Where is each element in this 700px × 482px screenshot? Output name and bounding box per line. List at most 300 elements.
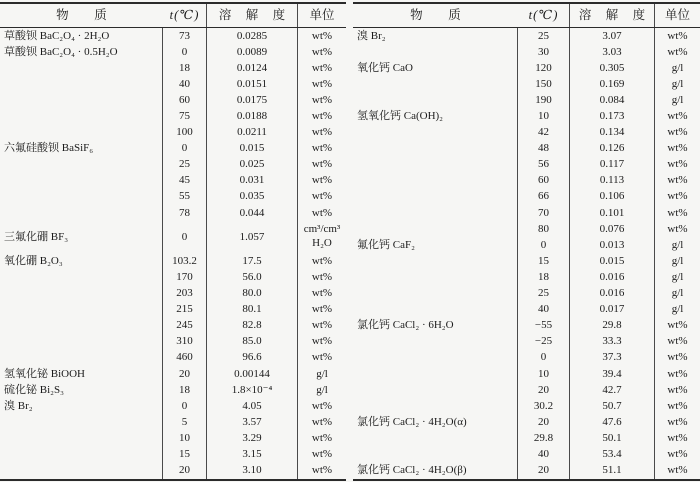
table-row xyxy=(353,205,700,221)
substance-cell xyxy=(353,125,518,141)
temperature-cell: 30.2 xyxy=(518,398,570,414)
substance-cell: 氧化钙 CaO xyxy=(353,60,518,76)
solubility-cell: 0.126 xyxy=(570,141,655,157)
unit-cell xyxy=(655,253,700,269)
temperature-cell: 40 xyxy=(163,76,207,92)
solubility-cell: 0.015 xyxy=(207,141,298,157)
solubility-cell: 42.7 xyxy=(570,382,655,398)
unit-text: wt% xyxy=(311,110,333,123)
unit-text: wt% xyxy=(667,351,688,364)
solubility-cell: 0.0188 xyxy=(207,108,298,124)
table-row xyxy=(353,125,700,141)
substance-cell: 氯化钙 CaCl₂ · 6H₂O xyxy=(353,318,518,334)
temperature-cell: 20 xyxy=(163,463,207,479)
unit-cell xyxy=(655,446,700,462)
unit-text: wt% xyxy=(667,190,688,203)
unit-text: wt% xyxy=(311,351,333,364)
unit-cell xyxy=(655,382,700,398)
temperature-cell: 78 xyxy=(163,205,207,221)
table-row xyxy=(0,430,346,446)
unit-text: wt% xyxy=(667,29,688,42)
table-row xyxy=(0,157,346,173)
table-row xyxy=(353,302,700,318)
table-row xyxy=(353,269,700,285)
table-row xyxy=(353,253,700,269)
temperature-cell: 0 xyxy=(163,44,207,60)
solubility-cell: 37.3 xyxy=(570,350,655,366)
substance-column-header: 物 质 xyxy=(56,8,119,23)
unit-text: wt% xyxy=(667,383,688,396)
temperature-cell: 29.8 xyxy=(518,430,570,446)
unit-cell xyxy=(655,414,700,430)
unit-cell xyxy=(298,125,346,141)
unit-cell xyxy=(298,414,346,430)
temperature-cell: 40 xyxy=(518,446,570,462)
solubility-cell: 0.044 xyxy=(207,205,298,221)
temperature-cell: 45 xyxy=(163,173,207,189)
unit-text: H₂O xyxy=(312,237,332,250)
table-row xyxy=(353,157,700,173)
substance-cell: 氯化钙 CaCl₂ · 4H₂O(α) xyxy=(353,414,518,430)
unit-column-header: 单位 xyxy=(309,8,335,23)
solubility-cell: 0.117 xyxy=(570,157,655,173)
unit-cell xyxy=(298,253,346,269)
unit-text: wt% xyxy=(311,319,333,332)
substance-cell xyxy=(0,302,163,318)
table-row xyxy=(353,60,700,76)
unit-cell xyxy=(298,28,346,44)
temperature-column-header: t(℃) xyxy=(163,4,207,27)
unit-cell xyxy=(298,302,346,318)
table-row xyxy=(0,253,346,269)
substance-cell xyxy=(353,286,518,302)
unit-text: g/l xyxy=(671,77,684,90)
unit-cell xyxy=(298,286,346,302)
unit-column-header: 单位 xyxy=(664,8,690,23)
unit-cell xyxy=(298,382,346,398)
table-row xyxy=(353,173,700,189)
temperature-cell: 25 xyxy=(163,157,207,173)
solubility-table-left xyxy=(0,2,346,481)
table-row xyxy=(353,334,700,350)
solubility-cell: 0.015 xyxy=(570,253,655,269)
table-row xyxy=(0,398,346,414)
substance-cell xyxy=(353,334,518,350)
table-row xyxy=(0,60,346,76)
unit-text: wt% xyxy=(311,254,333,267)
temperature-cell: 245 xyxy=(163,318,207,334)
substance-cell xyxy=(353,141,518,157)
unit-cell xyxy=(655,286,700,302)
unit-cell xyxy=(655,108,700,124)
temperature-cell: 150 xyxy=(518,76,570,92)
solubility-cell: 3.07 xyxy=(570,28,655,44)
temperature-cell: 70 xyxy=(518,205,570,221)
solubility-cell: 4.05 xyxy=(207,398,298,414)
unit-cell xyxy=(655,221,700,237)
unit-text: wt% xyxy=(311,206,333,219)
temperature-cell: 0 xyxy=(518,350,570,366)
temperature-cell: 120 xyxy=(518,60,570,76)
unit-cell xyxy=(298,350,346,366)
temperature-cell: 0 xyxy=(163,398,207,414)
unit-cell xyxy=(655,28,700,44)
substance-cell xyxy=(0,430,163,446)
solubility-cell: 0.0285 xyxy=(207,28,298,44)
substance-cell xyxy=(353,189,518,205)
table-row xyxy=(0,350,346,366)
temperature-cell: 73 xyxy=(163,28,207,44)
unit-text: wt% xyxy=(667,222,688,235)
table-body xyxy=(0,28,346,479)
unit-text: wt% xyxy=(311,447,333,460)
temperature-cell: 66 xyxy=(518,189,570,205)
table-row xyxy=(353,318,700,334)
unit-cell xyxy=(298,398,346,414)
unit-text: g/l xyxy=(671,238,684,251)
unit-text: wt% xyxy=(311,287,333,300)
table-row xyxy=(0,28,346,44)
table-row xyxy=(353,28,700,44)
unit-text: wt% xyxy=(311,431,333,444)
unit-cell xyxy=(655,60,700,76)
unit-cell xyxy=(298,221,346,253)
unit-cell xyxy=(655,366,700,382)
substance-cell xyxy=(353,44,518,60)
table-row xyxy=(0,173,346,189)
unit-text: g/l xyxy=(671,287,684,300)
unit-text: wt% xyxy=(667,126,688,139)
temperature-cell: −25 xyxy=(518,334,570,350)
unit-cell xyxy=(655,189,700,205)
unit-cell xyxy=(655,430,700,446)
temperature-cell: 20 xyxy=(518,382,570,398)
solubility-cell: 85.0 xyxy=(207,334,298,350)
temperature-cell: 203 xyxy=(163,286,207,302)
unit-text: wt% xyxy=(667,45,688,58)
temperature-cell: 18 xyxy=(163,382,207,398)
substance-cell: 氟化钙 CaF₂ xyxy=(353,237,518,253)
unit-text: wt% xyxy=(311,174,333,187)
table-row xyxy=(353,446,700,462)
temperature-cell: 75 xyxy=(163,108,207,124)
substance-cell xyxy=(0,92,163,108)
unit-text: wt% xyxy=(667,399,688,412)
unit-cell xyxy=(655,157,700,173)
unit-cell xyxy=(298,366,346,382)
solubility-cell: 0.113 xyxy=(570,173,655,189)
substance-cell xyxy=(353,157,518,173)
unit-text: wt% xyxy=(667,319,688,332)
table-row xyxy=(0,125,346,141)
table-row xyxy=(0,286,346,302)
unit-text: wt% xyxy=(311,270,333,283)
solubility-cell: 0.031 xyxy=(207,173,298,189)
solubility-cell: 0.013 xyxy=(570,237,655,253)
temperature-cell: 5 xyxy=(163,414,207,430)
substance-cell xyxy=(0,189,163,205)
substance-cell xyxy=(353,398,518,414)
table-row xyxy=(353,237,700,253)
temperature-cell: 48 xyxy=(518,141,570,157)
unit-cell xyxy=(655,44,700,60)
solubility-cell: 53.4 xyxy=(570,446,655,462)
table-row xyxy=(353,286,700,302)
solubility-cell: 33.3 xyxy=(570,334,655,350)
temperature-cell: 60 xyxy=(163,92,207,108)
unit-text: wt% xyxy=(311,126,333,139)
solubility-cell: 56.0 xyxy=(207,269,298,285)
unit-cell xyxy=(298,269,346,285)
solubility-cell: 51.1 xyxy=(570,463,655,479)
temperature-cell: 103.2 xyxy=(163,253,207,269)
temperature-cell: 56 xyxy=(518,157,570,173)
temperature-cell: −55 xyxy=(518,318,570,334)
table-row xyxy=(0,269,346,285)
table-row xyxy=(0,44,346,60)
unit-cell xyxy=(655,302,700,318)
unit-text: wt% xyxy=(311,399,333,412)
table-row xyxy=(0,446,346,462)
temperature-cell: 30 xyxy=(518,44,570,60)
solubility-cell: 0.025 xyxy=(207,157,298,173)
temperature-cell: 18 xyxy=(518,269,570,285)
unit-text: g/l xyxy=(671,270,684,283)
table-row xyxy=(353,398,700,414)
unit-text: wt% xyxy=(311,61,333,74)
temperature-cell: 310 xyxy=(163,334,207,350)
unit-cell xyxy=(298,60,346,76)
solubility-cell: 47.6 xyxy=(570,414,655,430)
temperature-cell: 10 xyxy=(518,366,570,382)
unit-text: wt% xyxy=(667,142,688,155)
unit-cell xyxy=(298,205,346,221)
table-row xyxy=(353,350,700,366)
unit-cell xyxy=(298,463,346,479)
unit-text: wt% xyxy=(311,303,333,316)
table-row xyxy=(353,463,700,479)
unit-text: wt% xyxy=(667,464,688,477)
unit-cell xyxy=(298,141,346,157)
substance-cell xyxy=(353,173,518,189)
unit-cell xyxy=(298,189,346,205)
substance-cell: 溴 Br₂ xyxy=(0,398,163,414)
temperature-cell: 42 xyxy=(518,125,570,141)
table-header-row xyxy=(0,4,346,28)
solubility-cell: 1.8×10⁻⁴ xyxy=(207,382,298,398)
unit-text: wt% xyxy=(311,335,333,348)
solubility-cell: 96.6 xyxy=(207,350,298,366)
unit-cell xyxy=(298,446,346,462)
table-row xyxy=(353,189,700,205)
unit-cell xyxy=(298,318,346,334)
unit-cell xyxy=(298,76,346,92)
temperature-cell: 18 xyxy=(163,60,207,76)
solubility-cell: 0.0089 xyxy=(207,44,298,60)
temperature-cell: 100 xyxy=(163,125,207,141)
table-row xyxy=(353,382,700,398)
unit-cell xyxy=(655,125,700,141)
solubility-cell: 0.0175 xyxy=(207,92,298,108)
substance-cell: 氧化硼 B₂O₃ xyxy=(0,253,163,269)
table-row xyxy=(353,108,700,124)
unit-cell xyxy=(655,237,700,253)
unit-text: wt% xyxy=(311,45,333,58)
unit-text: g/l xyxy=(671,254,684,267)
temperature-cell: 0 xyxy=(163,141,207,157)
table-header-row xyxy=(353,4,700,28)
unit-text: wt% xyxy=(667,447,688,460)
table-row xyxy=(0,189,346,205)
substance-cell: 草酸钡 BaC₂O₄ · 2H₂O xyxy=(0,28,163,44)
unit-text: wt% xyxy=(667,431,688,444)
substance-cell xyxy=(0,463,163,479)
table-row xyxy=(353,141,700,157)
substance-cell: 氢氧化钙 Ca(OH)₂ xyxy=(353,108,518,124)
substance-cell xyxy=(353,269,518,285)
table-row xyxy=(0,334,346,350)
temperature-column-header: t(℃) xyxy=(518,4,570,27)
unit-text: wt% xyxy=(311,464,333,477)
unit-cell xyxy=(298,108,346,124)
temperature-cell: 25 xyxy=(518,28,570,44)
temperature-cell: 170 xyxy=(163,269,207,285)
unit-text: wt% xyxy=(311,415,333,428)
table-row xyxy=(0,108,346,124)
solubility-cell: 3.15 xyxy=(207,446,298,462)
solubility-cell: 3.29 xyxy=(207,430,298,446)
substance-cell xyxy=(353,302,518,318)
substance-cell xyxy=(0,318,163,334)
table-row xyxy=(353,414,700,430)
solubility-column-header: 溶 解 度 xyxy=(207,4,298,27)
solubility-table-right xyxy=(353,2,700,481)
unit-text: g/l xyxy=(671,61,684,74)
solubility-cell: 0.169 xyxy=(570,76,655,92)
temperature-cell: 20 xyxy=(518,414,570,430)
substance-cell xyxy=(353,382,518,398)
temperature-cell: 20 xyxy=(518,463,570,479)
unit-text: wt% xyxy=(667,335,688,348)
temperature-cell: 80 xyxy=(518,221,570,237)
unit-cell xyxy=(298,44,346,60)
table-row xyxy=(353,76,700,92)
substance-cell xyxy=(0,286,163,302)
substance-cell xyxy=(0,269,163,285)
temperature-cell: 15 xyxy=(518,253,570,269)
substance-cell xyxy=(0,108,163,124)
temperature-cell: 0 xyxy=(163,221,207,253)
unit-text: wt% xyxy=(667,110,688,123)
substance-cell xyxy=(0,446,163,462)
temperature-cell: 60 xyxy=(518,173,570,189)
substance-cell xyxy=(353,366,518,382)
temperature-cell: 55 xyxy=(163,189,207,205)
unit-text: wt% xyxy=(667,174,688,187)
substance-cell: 氯化钙 CaCl₂ · 4H₂O(β) xyxy=(353,463,518,479)
temperature-cell: 10 xyxy=(163,430,207,446)
solubility-cell: 0.016 xyxy=(570,286,655,302)
solubility-cell: 39.4 xyxy=(570,366,655,382)
unit-cell xyxy=(298,430,346,446)
temperature-cell: 460 xyxy=(163,350,207,366)
table-row xyxy=(0,205,346,221)
table-row xyxy=(353,366,700,382)
table-body xyxy=(353,28,700,479)
solubility-cell: 1.057 xyxy=(207,221,298,253)
solubility-cell: 0.0151 xyxy=(207,76,298,92)
unit-cell xyxy=(655,269,700,285)
solubility-cell: 3.03 xyxy=(570,44,655,60)
table-row xyxy=(353,44,700,60)
substance-cell xyxy=(0,334,163,350)
temperature-cell: 20 xyxy=(163,366,207,382)
substance-cell: 六氟硅酸钡 BaSiF₆ xyxy=(0,141,163,157)
substance-cell xyxy=(353,430,518,446)
unit-text: wt% xyxy=(311,190,333,203)
unit-text: wt% xyxy=(667,158,688,171)
substance-cell xyxy=(0,157,163,173)
unit-cell xyxy=(298,157,346,173)
table-row xyxy=(0,318,346,334)
solubility-cell: 82.8 xyxy=(207,318,298,334)
unit-text: wt% xyxy=(667,206,688,219)
solubility-cell: 17.5 xyxy=(207,253,298,269)
solubility-cell: 0.016 xyxy=(570,269,655,285)
table-row xyxy=(0,92,346,108)
table-row xyxy=(353,430,700,446)
unit-text: wt% xyxy=(667,367,688,380)
solubility-cell: 0.101 xyxy=(570,205,655,221)
solubility-cell: 80.0 xyxy=(207,286,298,302)
unit-text: wt% xyxy=(311,93,333,106)
substance-cell: 氢氧化铋 BiOOH xyxy=(0,366,163,382)
substance-cell xyxy=(0,60,163,76)
substance-cell xyxy=(353,253,518,269)
unit-cell xyxy=(655,141,700,157)
solubility-cell: 0.173 xyxy=(570,108,655,124)
substance-cell xyxy=(0,173,163,189)
temperature-cell: 40 xyxy=(518,302,570,318)
solubility-cell: 0.106 xyxy=(570,189,655,205)
solubility-cell: 0.0211 xyxy=(207,125,298,141)
unit-cell xyxy=(655,76,700,92)
table-row xyxy=(353,92,700,108)
table-row xyxy=(353,221,700,237)
solubility-cell: 50.7 xyxy=(570,398,655,414)
unit-cell xyxy=(298,334,346,350)
unit-cell xyxy=(655,463,700,479)
unit-text: wt% xyxy=(311,158,333,171)
table-row xyxy=(0,366,346,382)
unit-text: wt% xyxy=(311,77,333,90)
unit-text: wt% xyxy=(311,29,333,42)
substance-cell: 溴 Br₂ xyxy=(353,28,518,44)
substance-cell: 草酸钡 BaC₂O₄ · 0.5H₂O xyxy=(0,44,163,60)
solubility-cell: 80.1 xyxy=(207,302,298,318)
unit-cell xyxy=(298,92,346,108)
solubility-column-header: 溶 解 度 xyxy=(570,4,655,27)
unit-text: wt% xyxy=(311,142,333,155)
table-row xyxy=(0,76,346,92)
unit-cell xyxy=(655,318,700,334)
solubility-cell: 0.017 xyxy=(570,302,655,318)
solubility-cell: 50.1 xyxy=(570,430,655,446)
substance-cell xyxy=(0,350,163,366)
substance-cell: 三氟化硼 BF₃ xyxy=(0,221,163,253)
unit-cell xyxy=(655,92,700,108)
unit-cell xyxy=(655,350,700,366)
